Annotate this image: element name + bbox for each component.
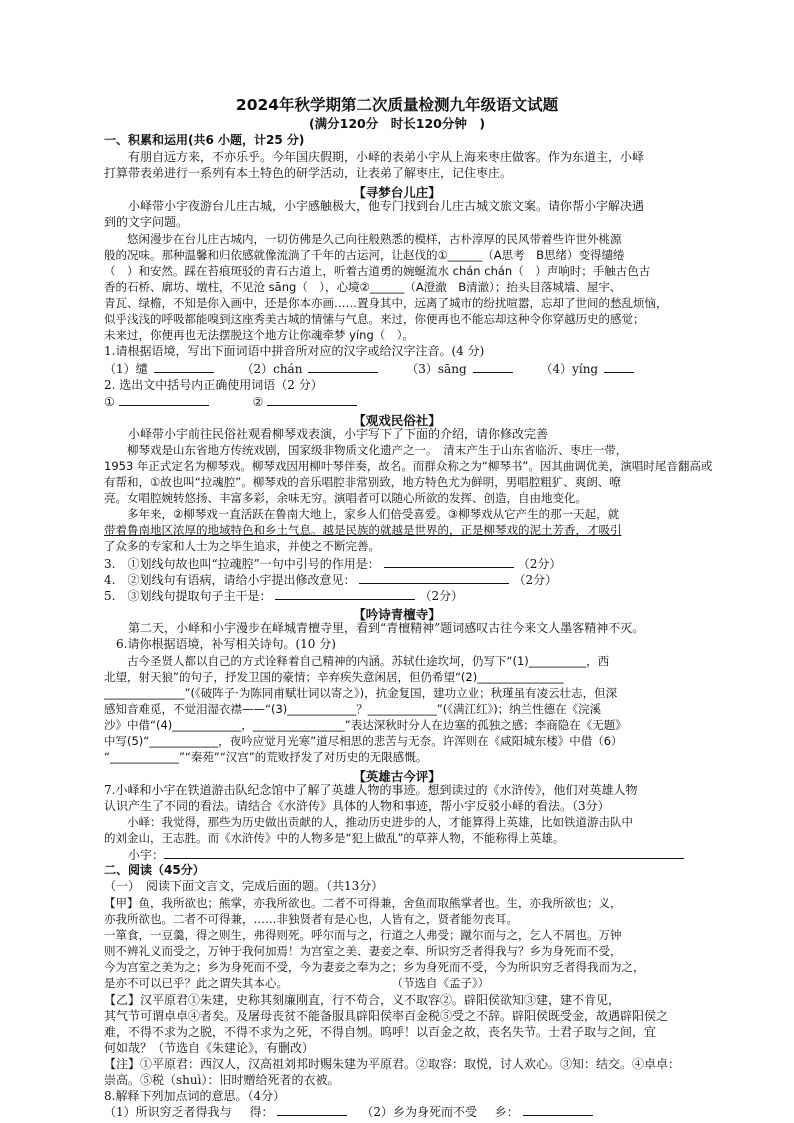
passage-line: 1953 年正式定名为柳琴戏。柳琴戏因用柳叶琴伴奏，故名。而群众称之为“柳琴书”。因其曲调优美，演唱时尾音翻高或 bbox=[104, 459, 713, 473]
dialogue-line: 小峄：我觉得，那些为历史做出贡献的人，推动历史进步的人，才能算得上英雄，比如铁道游击队中 bbox=[127, 815, 633, 829]
part1-heading: 一、积累和运用(共6 小题，计25 分) bbox=[104, 133, 305, 147]
section-heading-heroes: 【英雄古今评】 bbox=[353, 769, 441, 784]
q2-item: ② bbox=[252, 395, 264, 409]
section-intro: 到的文字问题。 bbox=[104, 215, 189, 229]
q8-item: （2）乡为身死而不受 bbox=[361, 1105, 477, 1119]
q8-item: （1）所识穷乏者得我与 bbox=[104, 1105, 232, 1119]
section-heading-qingtan: 【吟诗青檀寺】 bbox=[353, 607, 441, 622]
answer-blank[interactable] bbox=[384, 556, 514, 568]
answer-blank[interactable] bbox=[523, 1104, 593, 1116]
passage-line: 般的况味。那种温馨和归依感就像流淌了千年的古运河，让赵伐的①______（A思考 B思绪）变得缱绻 bbox=[104, 248, 625, 262]
answer-blank[interactable] bbox=[473, 361, 513, 373]
classical-text-line: 何如哉？（节选自《朱建论》，有删改） bbox=[104, 1041, 315, 1055]
question-1: 1.请根据语境，写出下面词语中拼音所对应的汉字或给汉字注音。(4 分) bbox=[104, 344, 485, 358]
question-5 bbox=[104, 588, 722, 604]
passage-line: 了众多的专家和人士为之毕生追求，并使之不断完善。 bbox=[104, 539, 380, 553]
passage-line: 感知音难觅，不觉泪湿衣襟——“(3)____________？____________”(《满江红》)；纳兰性德在《浣溪 bbox=[104, 702, 602, 716]
intro-line: 打算带表弟进行一系列有本土特色的研学活动，让表弟了解枣庄，记住枣庄。 bbox=[104, 166, 513, 180]
passage-line: （ ）和安然。踩在苔痕斑驳的青石古道上，听着古道勇的婉蜒流水 chán chán（ ）声响时；手触古色古 bbox=[104, 264, 651, 278]
q4-text: 4. ②划线句有语病，请给小宇提出修改意见： bbox=[104, 573, 356, 587]
answer-blank[interactable] bbox=[308, 361, 378, 373]
answer-blank[interactable] bbox=[277, 1104, 347, 1116]
passage-line: 香的石桥、廓坊、墩柱，不见沧 sāng（ ），心境②______（A澄澈 B清澈）；抬头目落城墙、屋宇、 bbox=[104, 280, 622, 294]
footnote-line: 【注】①平原君：西汉人，汉高祖刘邦时赐朱建为平原君。②取容：取悦，讨人欢心。③知：结交。④卓卓： bbox=[104, 1057, 681, 1071]
exam-title: 2024年秋学期第二次质量检测九年级语文试题 bbox=[235, 96, 559, 114]
intro-line: 有朋自远方来，不亦乐乎。今年国庆假期，小峄的表弟小宇从上海来枣庄做客。作为东道主，小峄 bbox=[128, 150, 645, 164]
classical-text-line: 一箪食，一豆羹，得之则生，弗得则死。呼尔而与之，行道之人弗受；蹴尔而与之，乞人不屑也。万钟 bbox=[104, 928, 622, 942]
answer-blank[interactable] bbox=[275, 588, 415, 600]
answer-blank[interactable] bbox=[154, 361, 214, 373]
part2-sub-heading: （一） 阅读下面文言文，完成后面的题。（共13分） bbox=[104, 879, 384, 893]
question-2-items bbox=[104, 394, 722, 410]
classical-text-line: 其气节可谓卓卓④者矣。及屠母丧贫不能备服具辟阳侯率百金税⑤受之不辞。辟阳侯既受金，故遇辟阳侯之 bbox=[104, 1009, 669, 1023]
section-intro: 小峄带小宇前往民俗社观看柳琴戏表演，小宇写下了下面的介绍，请你修改完善 bbox=[128, 427, 549, 441]
q1-item: （1）缱 bbox=[104, 362, 148, 376]
score: （2分） bbox=[419, 589, 464, 603]
passage-line: 青瓦、绿檐，不知是你入画中，还是你本亦画……置身其中，远离了城市的纷扰喧嚣，忘却了世间的愁乱烦恼， bbox=[104, 296, 668, 310]
q1-item: （2）chán bbox=[241, 362, 303, 376]
section-heading-taierzhuang: 【寻梦台儿庄】 bbox=[353, 185, 441, 200]
passage-line: 古今圣贤人都以自己的方式诠释着自己精神的内涵。苏轼仕途坎坷，仍写下“(1)__________，西 bbox=[127, 654, 610, 668]
score: （2分） bbox=[517, 557, 562, 571]
question-7: 7.小峄和小宇在铁道游击队纪念馆中了解了英雄人物的事迹。想到读过的《水浒传》，他们对英雄人物 bbox=[104, 783, 638, 797]
question-2: 2. 选出文中括号内正确使用词语（2 分） bbox=[104, 378, 323, 392]
part2-heading: 二、阅读（45分） bbox=[104, 863, 205, 877]
q3-text: 3. ①划线句故也叫“拉魂腔”一句中引号的作用是： bbox=[104, 557, 380, 571]
passage-line: 柳琴戏是山东省地方传统戏剧，国家级非物质文化遗产之一。 清末产生于山东省临沂、枣庄一带， bbox=[127, 443, 628, 457]
answer-blank[interactable] bbox=[359, 572, 509, 584]
passage-line: 似乎浅浅的呼吸都能嗅到这座秀美古城的情愫与气息。来过，你便再也不能忘却这种令你穿越历史的感觉； bbox=[104, 312, 645, 326]
answer-line bbox=[104, 847, 722, 863]
classical-text-line: 【甲】鱼，我所欲也；熊掌，亦我所欲也。二者不可得兼，舍鱼而取熊掌者也。生，亦我所欲也；义， bbox=[104, 896, 622, 910]
question-8-items bbox=[104, 1104, 722, 1120]
question-4 bbox=[104, 572, 722, 588]
q5-text: 5. ③划线句提取句子主干是： bbox=[104, 589, 272, 603]
exam-subtitle: (满分120分 时长120分钟 ) bbox=[308, 116, 486, 131]
answer-blank[interactable] bbox=[604, 361, 634, 373]
q1-item: （4）yíng bbox=[540, 362, 599, 376]
passage-line: 悠闲漫步在台儿庄古城内，一切仿佛是久己向往般熟悉的模样，古朴淳厚的民风带着些许世外桃源 bbox=[127, 232, 622, 246]
q8-item: 得： bbox=[249, 1105, 274, 1119]
passage-line: 北望，射天狼”的句子，抒发卫国的豪情；辛弃疾失意闲居，但仍希望“(2)_______________ bbox=[104, 670, 564, 684]
passage-line: ______________”(《破阵子·为陈同甫赋壮词以寄之》)，抗金复国，建功立业；秋瑾虽有凌云壮志，但深 bbox=[104, 686, 618, 700]
footnote-line: 崇高。⑤税（shuì）：旧时赠给死者的衣被。 bbox=[104, 1073, 340, 1087]
passage-line: 多年来，②柳琴戏一直活跃在鲁南大地上，家乡人们倍受喜爱。③柳琴戏从它产生的那一天起，就 bbox=[127, 507, 620, 521]
question-1-items bbox=[104, 361, 722, 377]
section-heading-liuqin: 【观戏民俗社】 bbox=[353, 413, 441, 428]
classical-text-line: 今为宫室之美为之；乡为身死而不受，今为妻妾之奉为之；乡为身死而不受，今为所识穷乏者得我而为之， bbox=[104, 960, 645, 974]
question-8: 8.解释下列加点词的意思。（4分） bbox=[104, 1089, 286, 1103]
passage-line: 中写(5)“____________，夜吟应觉月光寒”道尽相思的悲苦与无奈。许浑则在《咸阳城东楼》中借（6） bbox=[104, 734, 623, 748]
answer-blank[interactable] bbox=[164, 847, 684, 859]
question-6: 6.请你根据语境，补写相关诗句。(10 分) bbox=[116, 637, 336, 651]
classical-text-line: 亦我所欲也。二者不可得兼，……非独贤者有是心也，人皆有之，贤者能勿丧耳。 bbox=[104, 912, 518, 926]
question-7: 认识产生了不同的看法。请结合《水浒传》具体的人物和事迹，帮小宇反驳小峄的看法。（3分） bbox=[104, 799, 610, 813]
q1-item: （3）sāng bbox=[406, 362, 467, 376]
section-intro: 第二天，小峄和小宇漫步在峄城青檀寺里，看到“青檀精神”题词感叹古往今来文人墨客精神不灭。 bbox=[128, 621, 645, 635]
q8-item: 乡： bbox=[494, 1105, 519, 1119]
answer-blank[interactable] bbox=[267, 394, 357, 406]
passage-line: “____________”“秦苑”“汉宫”的荒败抒发了对历史的无限感慨。 bbox=[104, 750, 428, 764]
passage-line: 亮。女唱腔婉转悠扬、丰富多彩，余味无穷。演唱者可以随心所欲的发挥、创造，自由地变化。 bbox=[104, 491, 587, 505]
passage-line: 未来过，你便再也无法摆脱这个地方让你魂牵梦 yíng（ ）。 bbox=[104, 328, 414, 342]
xiaoyu-label: 小宇： bbox=[128, 848, 165, 862]
question-3 bbox=[104, 556, 722, 572]
passage-line: 带着鲁南地区浓厚的地域特色和乡土气息。越是民族的就越是世界的，正是柳琴戏的泥土芳香，才吸引 bbox=[104, 523, 622, 537]
section-intro: 小峄带小宇夜游台儿庄古城，小宇感触极大，他专门找到台儿庄古城文旅文案。请你帮小宇解决遇 bbox=[128, 199, 645, 213]
classical-text-line: 是亦不可以已乎？此之谓失其本心。 （节选自《孟子》） bbox=[104, 976, 490, 990]
classical-text-line: 则不辨礼义而受之，万钟于我何加焉！为宫室之美、妻妾之奉、所识穷乏者得我与？乡为身死而不受， bbox=[104, 944, 622, 958]
classical-text-line: 难，不得不求为之脱，不得不求为之死，不得自刎。呜呼！以百金之故，丧名失节。士君子取与之间，宜 bbox=[104, 1025, 657, 1039]
passage-line: 沙》中借“(4)____________，________________”表达深秋时分人在边塞的孤独之感；李商隐在《无题》 bbox=[104, 718, 627, 732]
dialogue-line: 的刘金山，王志胜。而《水浒传》中的人物多是“犯上做乱”的草莽人物，不能称得上英雄。 bbox=[104, 831, 565, 845]
q2-item: ① bbox=[104, 395, 115, 409]
classical-text-line: 【乙】汉平原君①朱建，史称其刻廉刚直，行不苟合，义不取容②。辟阳侯欲知③建，建不肯见， bbox=[104, 993, 621, 1007]
score: （2分） bbox=[513, 573, 558, 587]
passage-line: 有帮和，①故也叫“拉魂腔”。柳琴戏的音乐唱腔非常别致，地方特色尤为鲜明，男唱腔粗犷、爽朗、嘹 bbox=[104, 475, 621, 489]
answer-blank[interactable] bbox=[119, 394, 209, 406]
